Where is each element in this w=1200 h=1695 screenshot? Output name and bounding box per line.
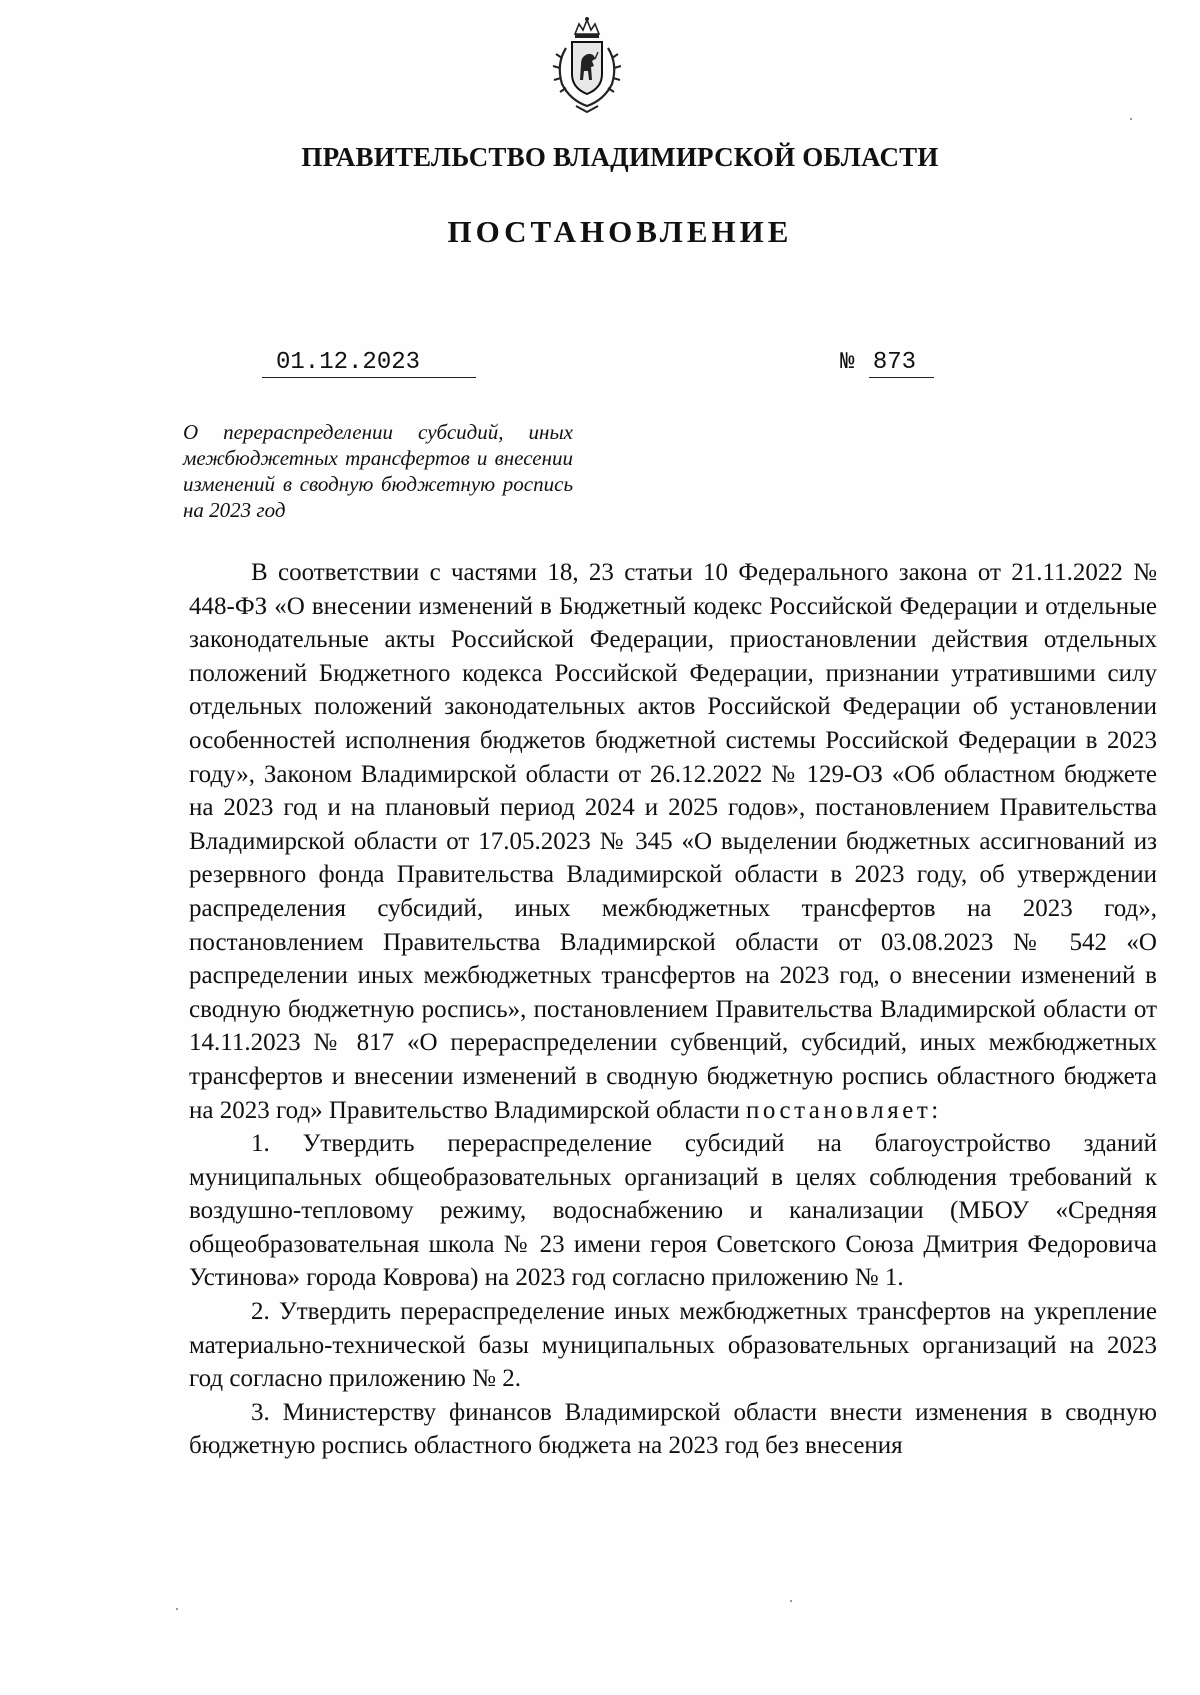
scan-speck xyxy=(1130,118,1132,120)
document-subject: О перераспределении субсидий, иных межбюджетных трансфертов и внесении изменений в сводную бюджетную роспись на 2023 год xyxy=(183,420,573,522)
item-paragraph-1: 1. Утвердить перераспределение субсидий на благоустройство зданий муниципальных общеобразовательных организаций в целях соблюдения требований к воздушно-тепловому режиму, водоснабжению и канализации (МБОУ «Средняя общеобразовательная школа № 23 имени героя Советского Союза Дмитрия Федоровича Устинова» города Коврова) на 2023 год согласно приложению № 1. xyxy=(189,1130,1157,1292)
resolves-word: постановляет: xyxy=(745,1096,942,1124)
document-number: 873 xyxy=(869,349,934,378)
organization-title: ПРАВИТЕЛЬСТВО ВЛАДИМИРСКОЙ ОБЛАСТИ xyxy=(301,142,939,172)
preamble-paragraph xyxy=(189,556,1157,1127)
scan-speck xyxy=(176,1608,178,1610)
preamble-text: В соответствии с частями 18, 23 статьи 10 Федерального закона от 21.11.2022 № 448-ФЗ «О внесении изменений в Бюджетный кодекс Российской Федерации и отдельные законодательные акты Российской Федерации, приостановлении действия отдельных положений Бюджетного кодекса Российской Федерации, признании утратившими силу отдельных положений законодательных актов Российской Федерации об установлении особенностей исполнения бюджетов бюджетной системы Российской Федерации в 2023 году», Законом Владимирской области от 26.12.2022 № 129-ОЗ «Об областном бюджете на 2023 год и на плановый период 2024 и 2025 годов», постановлением Правительства Владимирской области от 17.05.2023 № 345 «О выделении бюджетных ассигнований из резервного фонда Правительства Владимирской области в 2023 году, об утверждении распределения субсидий, иных межбюджетных трансфертов на 2023 год», постановлением Правительства Владимирской области от 03.08.2023 № 542 «О распределении иных межбюджетных трансфертов на 2023 год, о внесении изменений в сводную бюджетную роспись», постановлением Правительства Владимирской области от 14.11.2023 № 817 «О перераспределении субвенций, субсидий, иных межбюджетных трансфертов и внесении изменений в сводную бюджетную роспись областного бюджета на 2023 год» Правительство Владимирской области xyxy=(189,559,1157,1124)
number-sign: № xyxy=(840,349,855,376)
item-paragraph-3: 3. Министерству финансов Владимирской области внести изменения в сводную бюджетную роспись областного бюджета на 2023 год без внесения xyxy=(189,1398,1157,1460)
scan-speck xyxy=(790,1600,792,1602)
document-body xyxy=(189,556,1157,1463)
item-paragraph-2: 2. Утвердить перераспределение иных межбюджетных трансфертов на укрепление материально-технической базы муниципальных образовательных организаций на 2023 год согласно приложению № 2. xyxy=(189,1298,1157,1393)
document-type-title: ПОСТАНОВЛЕНИЕ xyxy=(447,214,793,249)
coat-of-arms-icon xyxy=(548,14,626,114)
document-number-block xyxy=(840,349,934,378)
document-date: 01.12.2023 xyxy=(262,349,476,378)
